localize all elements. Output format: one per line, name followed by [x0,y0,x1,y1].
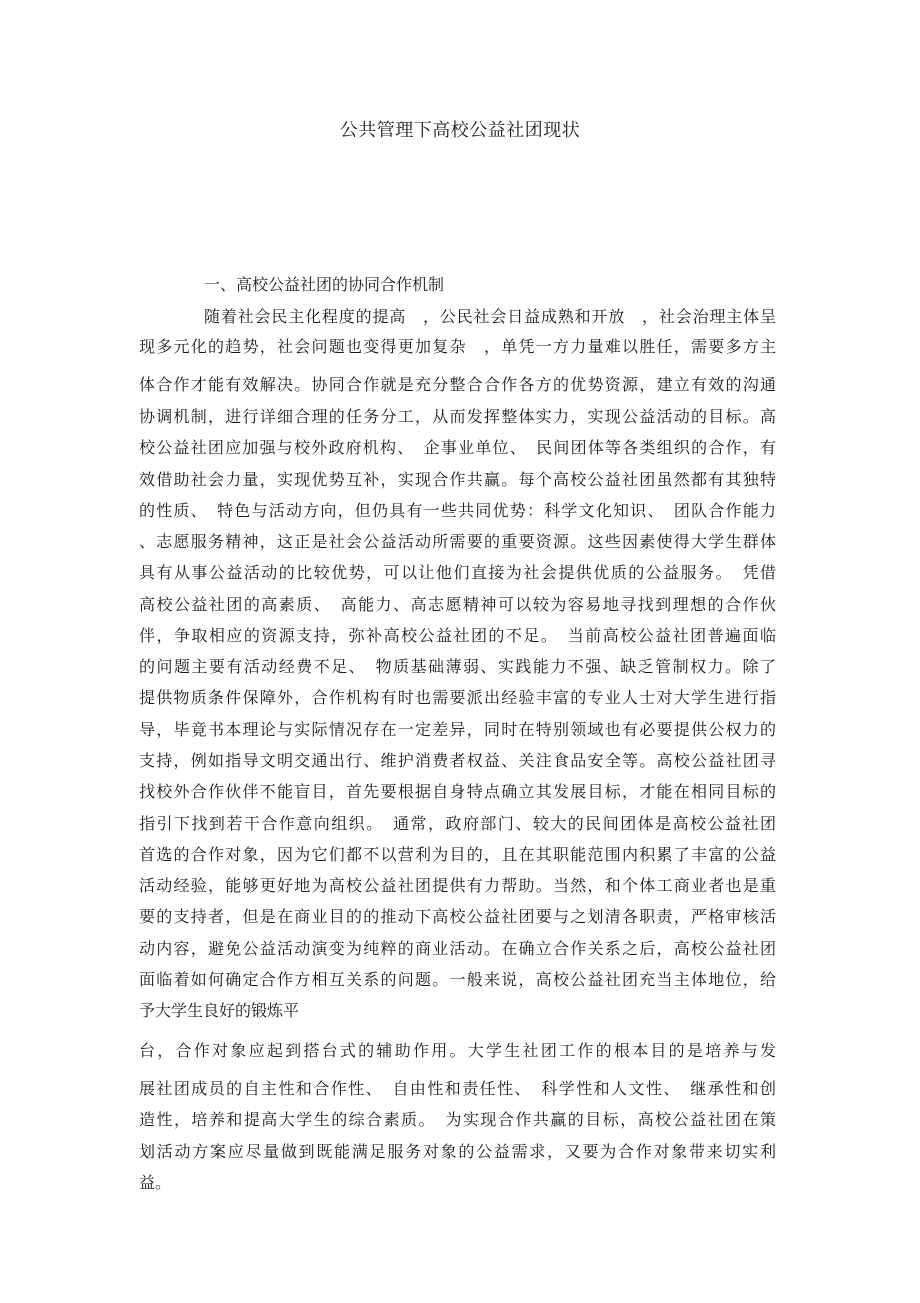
body-line: 提供物质条件保障外，合作机构有时也需要派出经验丰富的专业人士对大学生进行指 [139,688,778,707]
body-line: 效借助社会力量，实现优势互补，实现合作共赢。每个高校公益社团虽然都有其独特 [139,470,778,489]
body-line: 益。 [139,1173,172,1192]
body-line: 首选的合作对象，因为它们都不以营利为目的，且在其职能范围内积累了丰富的公益 [139,845,778,864]
body-line: 导，毕竟书本理论与实际情况存在一定差异，同时在特别领域也有必要提供公权力的 [139,720,778,739]
body-line: 的性质、 特色与活动方向，但仍具有一些共同优势：科学文化知识、 团队合作能力 [139,501,778,520]
body-line: 现多元化的趋势，社会问题也变得更加复杂 ，单凭一方力量难以胜任，需要多方主 [139,337,778,356]
body-line: 伴，争取相应的资源支持，弥补高校公益社团的不足。 当前高校公益社团普遍面临 [139,626,778,645]
body-line: 面临着如何确定合作方相互关系的问题。一般来说，高校公益社团充当主体地位，给 [139,970,778,989]
body-line: 高校公益社团的高素质、 高能力、高志愿精神可以较为容易地寻找到理想的合作伙 [139,595,778,614]
section-heading: 一、高校公益社团的协同合作机制 [204,275,445,294]
body-line: 动内容，避免公益活动演变为纯粹的商业活动。在确立合作关系之后，高校公益社团 [139,939,778,958]
body-line: 要的支持者，但是在商业目的的推动下高校公益社团要与之划清各职责，严格审核活 [139,907,778,926]
body-line: 活动经验，能够更好地为高校公益社团提供有力帮助。当然，和个体工商业者也是重 [139,876,778,895]
body-line: 具有从事公益活动的比较优势，可以让他们直接为社会提供优质的公益服务。 凭借 [139,563,778,582]
body-line: 指引下找到若干合作意向组织。 通常，政府部门、较大的民间团体是高校公益社团 [139,814,778,833]
document-title: 公共管理下高校公益社团现状 [339,120,581,141]
body-line: 协调机制，进行详细合理的任务分工，从而发挥整体实力，实现公益活动的目标。高 [139,407,778,426]
body-line: 找校外合作伙伴不能盲目，首先要根据自身特点确立其发展目标，才能在相同目标的 [139,782,778,801]
body-line: 划活动方案应尽量做到既能满足服务对象的公益需求，又要为合作对象带来切实利 [139,1142,778,1161]
body-line: 支持，例如指导文明交通出行、维护消费者权益、关注食品安全等。高校公益社团寻 [139,751,778,770]
body-line: 造性，培养和提高大学生的综合素质。 为实现合作共赢的目标，高校公益社团在策 [139,1110,778,1129]
body-line: 予大学生良好的锻炼平 [139,1001,300,1020]
body-line: 的问题主要有活动经费不足、 物质基础薄弱、实践能力不强、缺乏管制权力。除了 [139,657,778,676]
body-line: 、志愿服务精神，这正是社会公益活动所需要的重要资源。这些因素使得大学生群体 [139,532,778,551]
body-line: 随着社会民主化程度的提高 ，公民社会日益成熟和开放 ，社会治理主体呈 [204,307,777,326]
body-line: 校公益社团应加强与校外政府机构、 企事业单位、 民间团体等各类组织的合作，有 [139,438,778,457]
body-line: 展社团成员的自主性和合作性、 自由性和责任性、 科学性和人文性、 继承性和创 [139,1079,778,1098]
body-line: 体合作才能有效解决。协同合作就是充分整合合作各方的优势资源，建立有效的沟通 [139,375,778,394]
body-line: 台，合作对象应起到搭台式的辅助作用。大学生社团工作的根本目的是培养与发 [139,1041,779,1060]
